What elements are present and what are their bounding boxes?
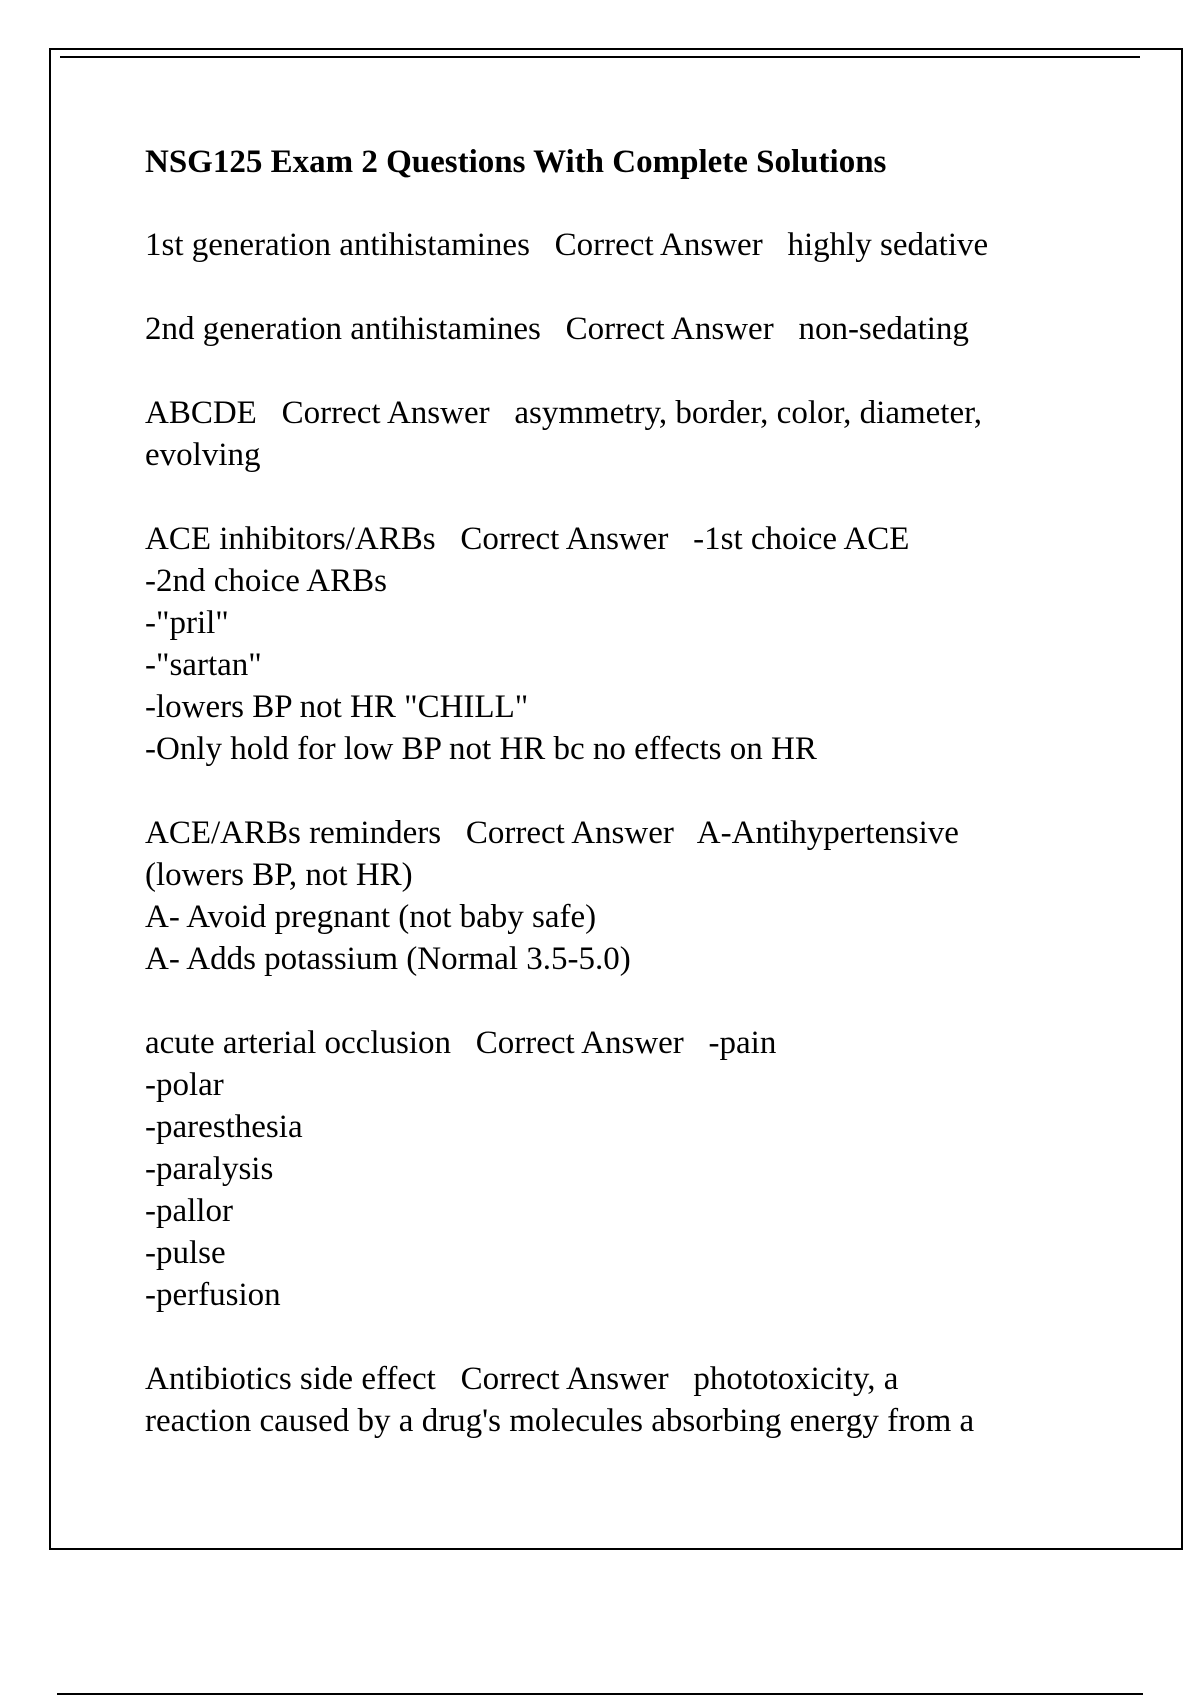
qa-answer-line: A- Adds potassium (Normal 3.5-5.0) [145, 941, 631, 977]
qa-separator: Correct Answer [281, 395, 490, 431]
qa-entry [145, 224, 1095, 266]
bottom-rule [57, 1693, 1143, 1695]
qa-answer-line: -paralysis [145, 1151, 274, 1187]
qa-separator: Correct Answer [554, 227, 763, 263]
qa-separator: Correct Answer [465, 815, 674, 851]
qa-term: ACE/ARBs reminders [145, 815, 442, 851]
qa-answer-line: -lowers BP not HR "CHILL" [145, 689, 529, 725]
qa-answer-line: -"sartan" [145, 647, 262, 683]
document-content [145, 142, 1095, 1484]
qa-answer-line: -pain [708, 1025, 777, 1061]
qa-answer-line: -1st choice ACE [693, 521, 910, 557]
qa-entry [145, 518, 1095, 770]
qa-answer-line: A- Avoid pregnant (not baby safe) [145, 899, 597, 935]
qa-answer-line: reaction caused by a drug's molecules absorbing energy from a [145, 1403, 975, 1439]
qa-first-line [145, 308, 1095, 350]
qa-separator: Correct Answer [460, 521, 669, 557]
qa-separator: Correct Answer [475, 1025, 684, 1061]
qa-separator: Correct Answer [565, 311, 774, 347]
qa-answer-line: -perfusion [145, 1277, 281, 1313]
qa-answer-line: highly sedative [787, 227, 989, 263]
document-title: NSG125 Exam 2 Questions With Complete Solutions [145, 144, 887, 180]
qa-answer-line: asymmetry, border, color, diameter, [514, 395, 983, 431]
qa-term: ABCDE [145, 395, 257, 431]
qa-first-line [145, 1022, 1095, 1064]
qa-term: Antibiotics side effect [145, 1361, 436, 1397]
qa-first-line [145, 812, 1095, 854]
qa-term: acute arterial occlusion [145, 1025, 452, 1061]
qa-entry [145, 392, 1095, 476]
qa-entry [145, 308, 1095, 350]
qa-term: ACE inhibitors/ARBs [145, 521, 436, 557]
qa-term: 2nd generation antihistamines [145, 311, 541, 347]
qa-separator: Correct Answer [460, 1361, 669, 1397]
qa-answer-line: -pulse [145, 1235, 226, 1271]
qa-entry [145, 812, 1095, 980]
qa-answer-line: -"pril" [145, 605, 229, 641]
qa-answer-line: -2nd choice ARBs [145, 563, 387, 599]
qa-answer-line: (lowers BP, not HR) [145, 857, 413, 893]
qa-answer-line: A-Antihypertensive [696, 815, 959, 851]
qa-term: 1st generation antihistamines [145, 227, 530, 263]
qa-first-line [145, 518, 1095, 560]
qa-answer-line: non-sedating [798, 311, 969, 347]
qa-answer-line: -polar [145, 1067, 224, 1103]
qa-first-line [145, 1358, 1095, 1400]
qa-entry [145, 1022, 1095, 1316]
top-rule [60, 56, 1140, 58]
qa-answer-line: evolving [145, 437, 261, 473]
qa-answer-line: -paresthesia [145, 1109, 303, 1145]
qa-entry [145, 1358, 1095, 1442]
qa-first-line [145, 392, 1095, 434]
qa-answer-line: -Only hold for low BP not HR bc no effects on HR [145, 731, 817, 767]
qa-answer-line: -pallor [145, 1193, 233, 1229]
qa-first-line [145, 224, 1095, 266]
qa-answer-line: phototoxicity, a [693, 1361, 899, 1397]
